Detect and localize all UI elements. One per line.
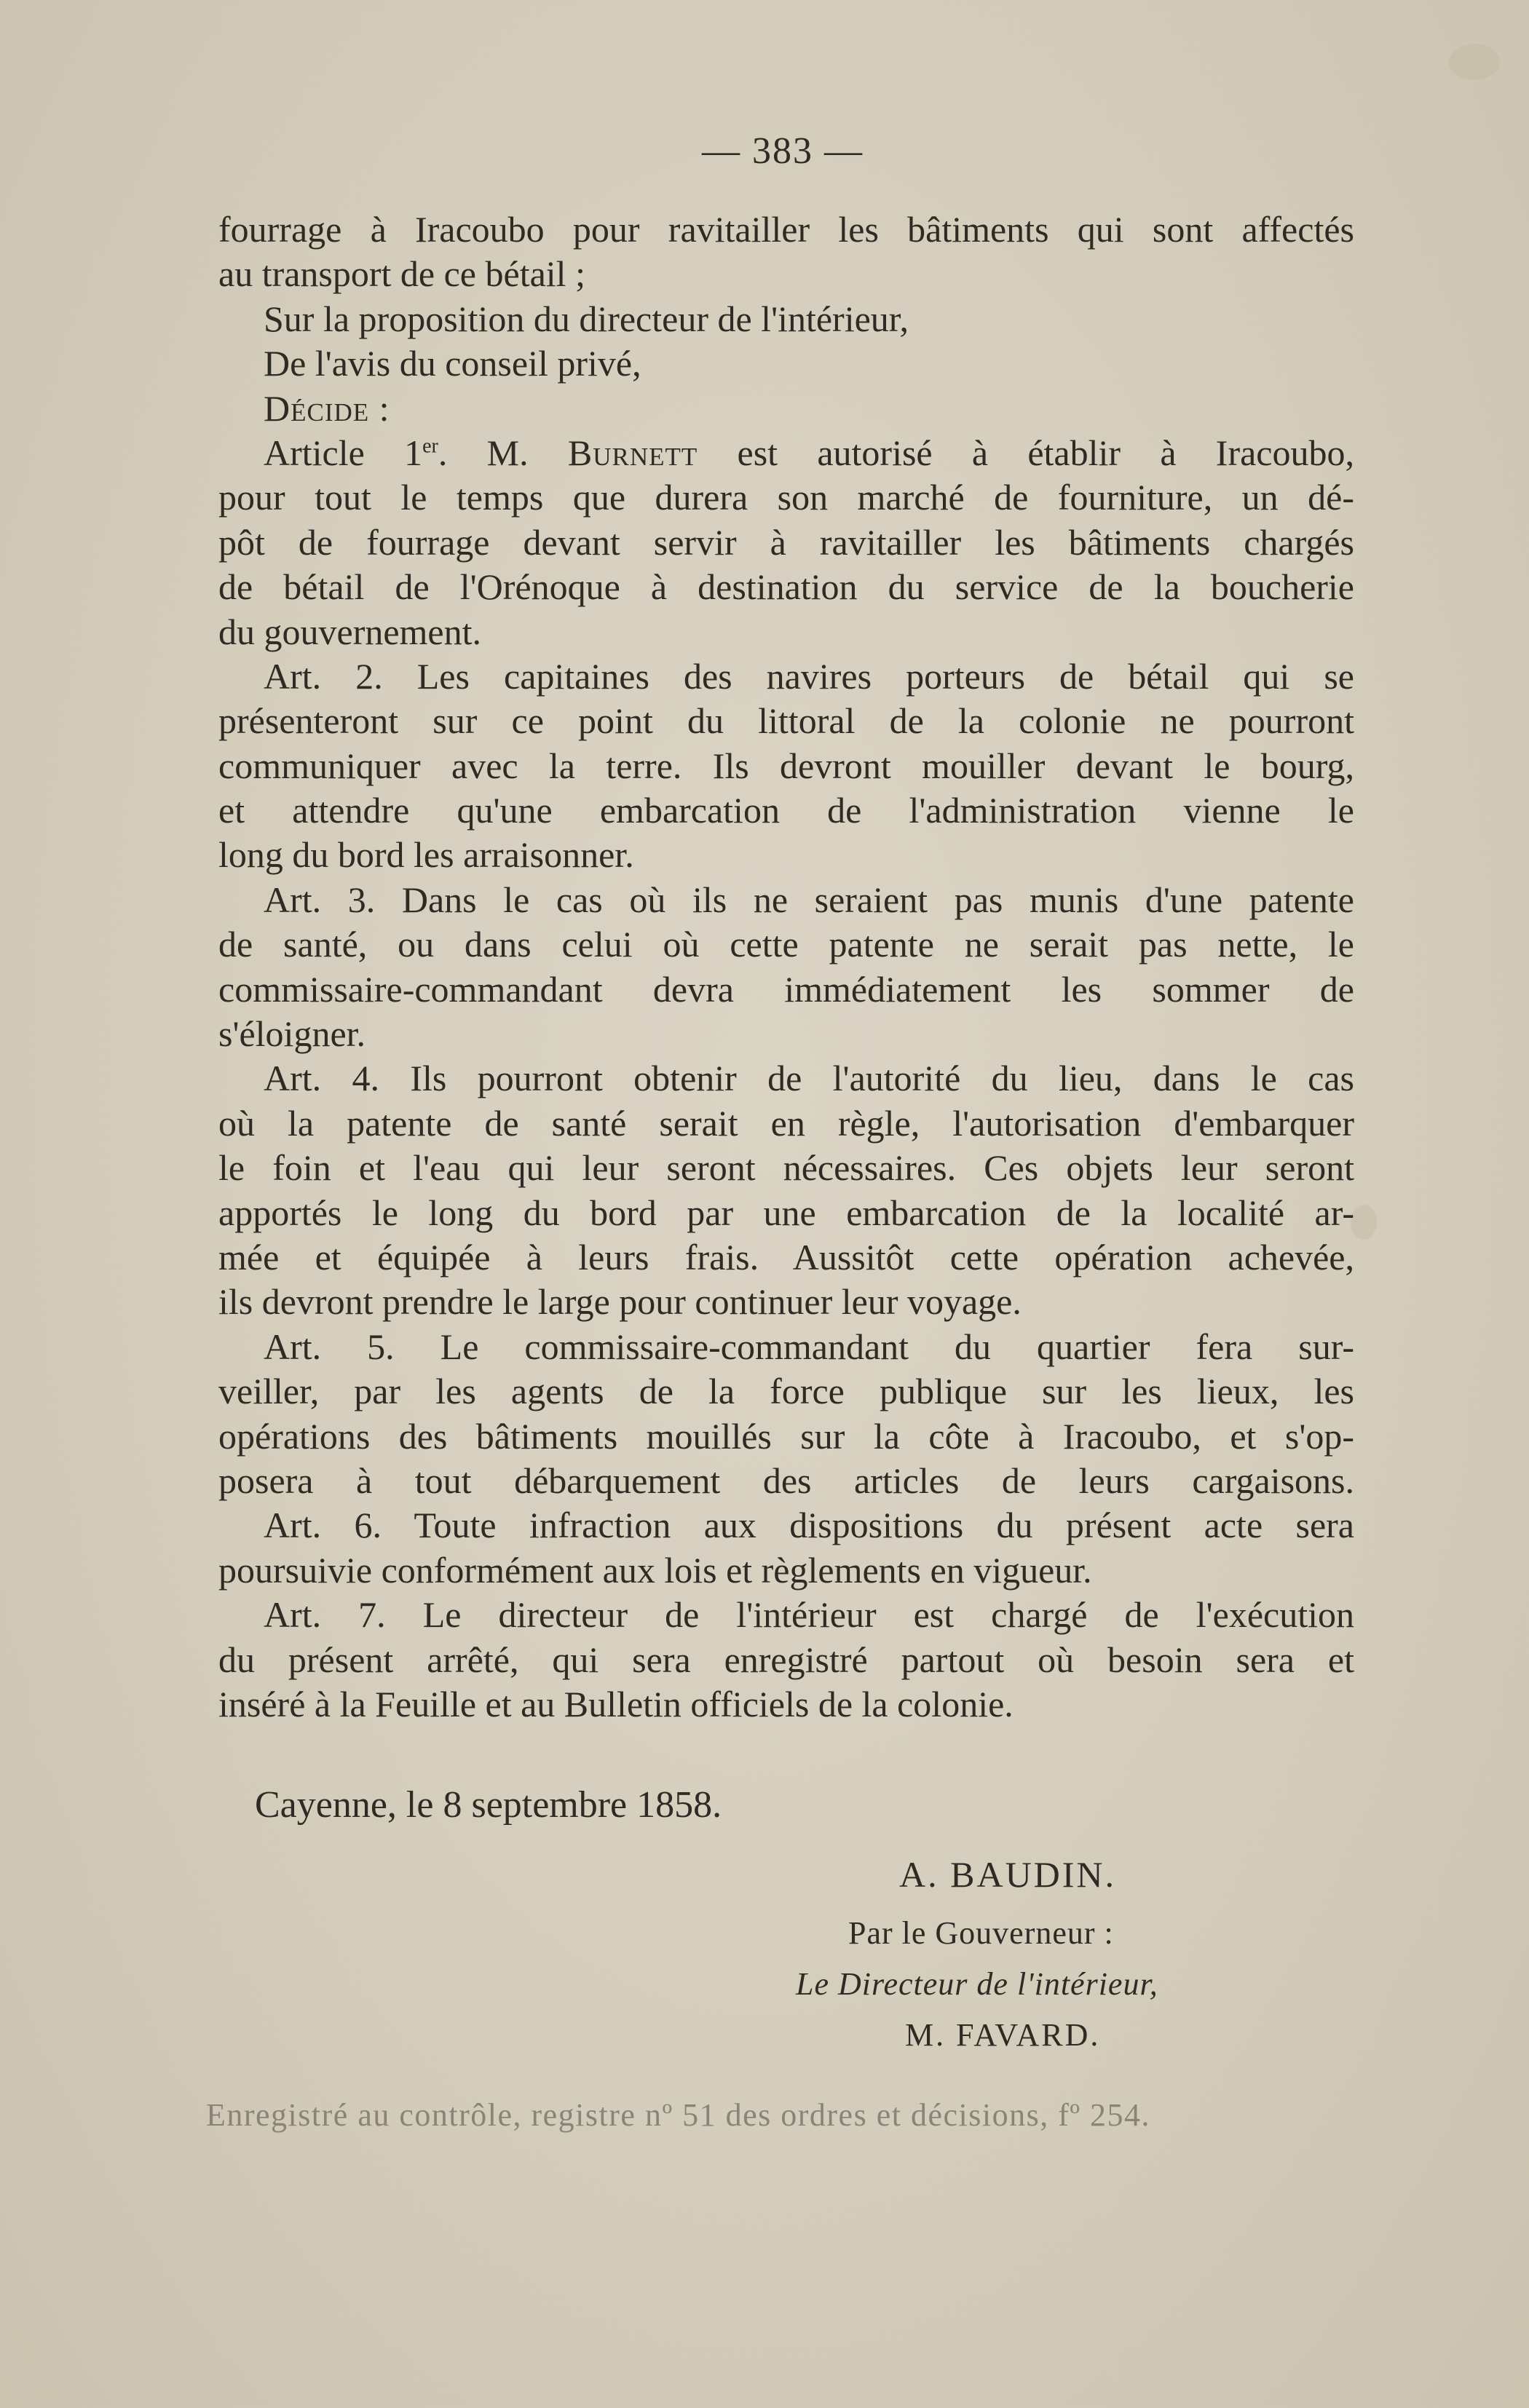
directeur-title: Le Directeur de l'intérieur,	[796, 1966, 1158, 2002]
text-line: ils devront prendre le large pour continuer leur voyage.	[218, 1281, 1022, 1323]
text-line: inséré à la Feuille et au Bulletin officiels de la colonie.	[218, 1683, 1014, 1724]
text-line: De l'avis du conseil privé,	[264, 343, 641, 384]
par-le-gouverneur: Par le Gouverneur :	[848, 1915, 1114, 1951]
paper-stain	[1351, 1205, 1377, 1240]
text-line: Sur la proposition du directeur de l'intérieur,	[264, 298, 909, 339]
text-line: du gouvernement.	[218, 611, 482, 652]
text-line: du présent arrêté, qui sera enregistré partout où besoin sera et	[218, 1639, 1354, 1680]
text-line: pour tout le temps que durera son marché de fourniture, un dé-	[218, 477, 1354, 518]
article-1-name: Burnett	[567, 432, 698, 473]
text-line: Art. 2. Les capitaines des navires porteurs de bétail qui se	[264, 655, 1354, 697]
article-1-rest: est autorisé à établir à Iracoubo,	[698, 432, 1354, 473]
article-lines	[218, 475, 1354, 1727]
text-line: de santé, ou dans celui où cette patente ne serait pas nette, le	[218, 924, 1354, 965]
article-1-line	[218, 431, 1354, 475]
text-line: fourrage à Iracoubo pour ravitailler les bâtiments qui sont affectés	[218, 209, 1354, 250]
text-line: Art. 6. Toute infraction aux dispositions du présent acte sera	[264, 1505, 1354, 1546]
date-line: Cayenne, le 8 septembre 1858.	[255, 1784, 722, 1826]
text-line: de bétail de l'Orénoque à destination du service de la boucherie	[218, 566, 1354, 608]
text-line: au transport de ce bétail ;	[218, 253, 585, 295]
decree-body	[218, 207, 1354, 1727]
text-line: Art. 4. Ils pourront obtenir de l'autorité du lieu, dans le cas	[264, 1058, 1354, 1099]
article-1-prefix: Article 1	[264, 432, 423, 473]
signature-baudin: A. BAUDIN.	[899, 1854, 1117, 1895]
article-1-sup: er	[422, 435, 438, 458]
decide-label: Décide :	[264, 387, 390, 429]
text-line: opérations des bâtiments mouillés sur la côte à Iracoubo, et s'op-	[218, 1415, 1354, 1457]
text-line: apportés le long du bord par une embarcation de la localité ar-	[218, 1192, 1354, 1233]
text-line: où la patente de santé serait en règle, l'autorisation d'embarquer	[218, 1102, 1354, 1144]
text-line: commissaire-commandant devra immédiatement les sommer de	[218, 968, 1354, 1010]
decide-heading	[218, 387, 1354, 431]
text-line: pôt de fourrage devant servir à ravitailler les bâtiments chargés	[218, 521, 1354, 563]
text-line: et attendre qu'une embarcation de l'administration vienne le	[218, 790, 1354, 831]
text-line: communiquer avec la terre. Ils devront mouiller devant le bourg,	[218, 745, 1354, 786]
text-line: veiller, par les agents de la force publique sur les lieux, les	[218, 1371, 1354, 1412]
text-line: posera à tout débarquement des articles de leurs cargaisons.	[218, 1460, 1354, 1501]
text-line: le foin et l'eau qui leur seront nécessaires. Ces objets leur seront	[218, 1147, 1354, 1189]
text-line: long du bord les arraisonner.	[218, 834, 634, 876]
text-line: poursuivie conformément aux lois et règlements en vigueur.	[218, 1549, 1092, 1591]
intro-lines	[218, 207, 1354, 387]
page-number: — 383 —	[702, 130, 864, 172]
registration-note: Enregistré au contrôle, registre nº 51 des ordres et décisions, fº 254.	[206, 2097, 1150, 2133]
text-line: s'éloigner.	[218, 1013, 366, 1055]
text-line: Art. 5. Le commissaire-commandant du quartier fera sur-	[264, 1326, 1354, 1367]
paper-stain	[1449, 44, 1500, 80]
text-line: mée et équipée à leurs frais. Aussitôt cette opération achevée,	[218, 1236, 1354, 1278]
text-line: Art. 3. Dans le cas où ils ne seraient pas munis d'une patente	[264, 879, 1354, 920]
article-1-mid: . M.	[438, 432, 568, 473]
text-line: présenteront sur ce point du littoral de la colonie ne pourront	[218, 700, 1354, 742]
signature-favard: M. FAVARD.	[905, 2017, 1101, 2053]
text-line: Art. 7. Le directeur de l'intérieur est chargé de l'exécution	[264, 1594, 1354, 1636]
